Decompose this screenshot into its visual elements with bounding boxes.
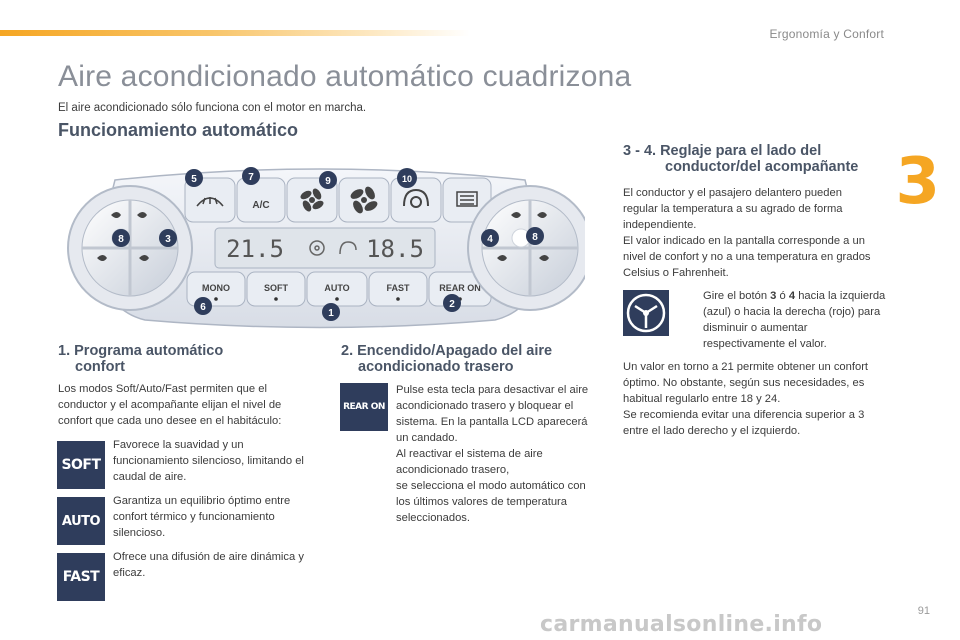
knob-instruction-ref-3: 3 [770, 290, 777, 302]
chapter-number: 3 [895, 145, 940, 219]
section-3-4-paragraph-2: Un valor en torno a 21 permite obtener un confort óptimo. No obstante, según sus necesidades, es habitual regularlo entre 18 y 24. Se recomienda evitar una diferencia superior a 3 entre el lado derecho y el izquierdo. [623, 361, 869, 437]
section-3-4-number: 3 - 4. [623, 143, 657, 159]
fast-button-image: FAST [57, 553, 105, 601]
page-number: 91 [917, 605, 930, 617]
section-3-4-title-line1: Reglaje para el lado del [660, 143, 822, 159]
section-3-4-title [623, 143, 893, 175]
knob-instruction [703, 288, 888, 352]
section-1-title-line2: confort [75, 359, 125, 375]
lcd-temp-right: 18.5 [366, 235, 424, 263]
section-3-4-paragraph-1: El conductor y el pasajero delantero pueden regular la temperatura a su agrado de forma independiente. El valor indicado en la pantalla corresponde a un nivel de confort y no a una temperatura en grados Celsius o Fahrenheit. [623, 187, 871, 279]
section-1-title-line1: Programa automático [74, 343, 224, 359]
callout-4: 4 [487, 234, 493, 245]
section-2-number: 2. [341, 343, 354, 359]
climate-control-panel [55, 160, 585, 330]
section-1 [58, 343, 318, 429]
right-temperature-knob [468, 186, 585, 310]
temperature-knob-image [623, 290, 669, 336]
header-accent-bar [0, 30, 470, 36]
watermark: carmanualsonline.info [540, 612, 823, 637]
soft-description: Favorece la suavidad y un funcionamiento silencioso, limitando el caudal de aire. [113, 439, 304, 483]
callout-5: 5 [191, 174, 197, 185]
lcd-temp-left: 21.5 [226, 235, 284, 263]
soft-button-image: SOFT [57, 441, 105, 489]
climate-panel-illustration [55, 160, 585, 330]
section-1-number: 1. [58, 343, 71, 359]
callout-2: 2 [449, 299, 455, 310]
knob-instruction-ref-4: 4 [788, 290, 796, 302]
knob-instruction-mid: ó [776, 290, 789, 302]
auto-button-image: AUTO [57, 497, 105, 545]
auto-label: AUTO [324, 283, 350, 293]
rear-on-label: REAR ON [439, 283, 481, 293]
callout-7: 7 [248, 172, 254, 183]
section-3-4 [623, 143, 893, 281]
callout-9: 9 [325, 176, 331, 187]
knob-icon [623, 290, 669, 336]
soft-label: SOFT [264, 283, 288, 293]
callout-1: 1 [328, 308, 334, 319]
section-2-title-line2: acondicionado trasero [358, 359, 514, 375]
button-recirculation [391, 178, 441, 222]
auto-description: Garantiza un equilibrio óptimo entre confort térmico y funcionamiento silencioso. [113, 495, 291, 539]
callout-8-left: 8 [118, 234, 124, 245]
callout-10: 10 [401, 174, 413, 184]
left-temperature-knob [68, 186, 192, 310]
section-2-title [341, 343, 601, 375]
main-heading: Funcionamiento automático [58, 120, 299, 140]
rear-on-button-image: REAR ON [340, 383, 388, 431]
section-2-text: Pulse esta tecla para desactivar el aire acondicionado trasero y bloquear el sistema. En la pantalla LCD aparecerá un candado. Al reactivar el sistema de aire acondicionado trasero, se selecciona el modo automático con los últimos valores de temperatura seleccionados. [396, 384, 589, 524]
callout-3: 3 [165, 234, 171, 245]
section-2-title-line1: Encendido/Apagado del aire [357, 343, 553, 359]
intro-text: El aire acondicionado sólo funciona con el motor en marcha. [58, 102, 367, 114]
section-1-intro: Los modos Soft/Auto/Fast permiten que el conductor y el acompañante elijan el nivel de confort que cada uno desee en el habitáculo: [58, 383, 282, 427]
callout-8-right: 8 [532, 232, 538, 243]
fast-description: Ofrece una difusión de aire dinámica y eficaz. [113, 551, 304, 579]
section-3-4-title-line2: conductor/del acompañante [665, 159, 859, 175]
callout-6: 6 [200, 302, 206, 313]
section-label: Ergonomía y Confort [769, 27, 884, 41]
fast-label: FAST [386, 283, 410, 293]
knob-instruction-post: hacia la izquierda (azul) o hacia la derecha (rojo) para disminuir o aumentar respectivamente el valor. [703, 290, 886, 350]
mono-label: MONO [202, 283, 230, 293]
knob-instruction-pre: Gire el botón [703, 290, 771, 302]
ac-label: A/C [252, 200, 270, 211]
section-2 [341, 343, 601, 375]
section-1-title [58, 343, 318, 375]
page-title: Aire acondicionado automático cuadrizona [58, 60, 632, 93]
